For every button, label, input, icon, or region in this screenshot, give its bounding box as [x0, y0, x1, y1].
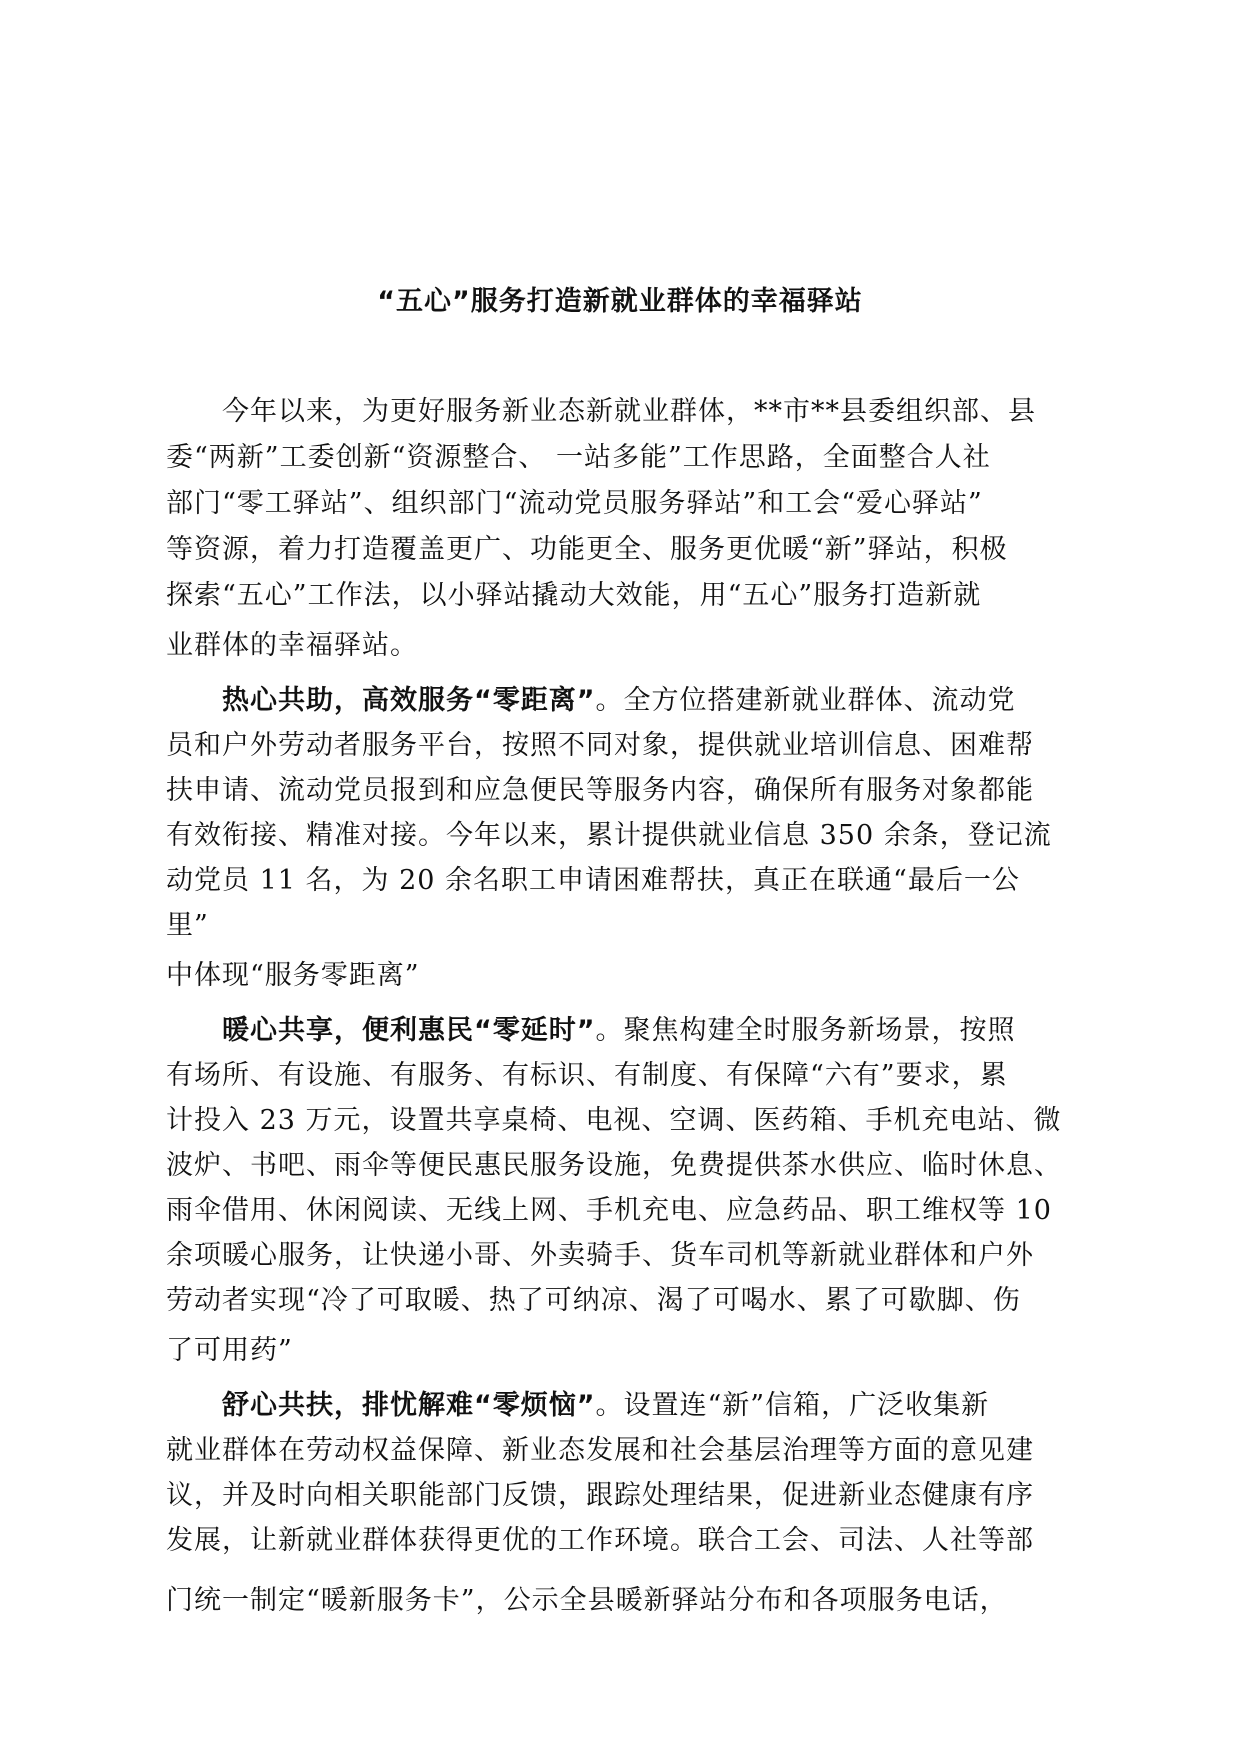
intro-line: 今年以来，为更好服务新业态新就业群体，**市**县委组织部、县	[222, 396, 1036, 427]
section2-line: 劳动者实现“冷了可取暖、热了可纳凉、渴了可喝水、累了可歇脚、伤	[166, 1285, 1021, 1316]
section2-heading: 暖心共享，便利惠民“零延时”	[222, 1015, 596, 1046]
section3-line: 议，并及时向相关职能部门反馈，跟踪处理结果，促进新业态健康有序	[166, 1480, 1034, 1511]
section1-line: 里”	[166, 910, 209, 941]
section2-line: 余项暖心服务，让快递小哥、外卖骑手、货车司机等新就业群体和户外	[166, 1240, 1034, 1271]
section3-line: 发展，让新就业群体获得更优的工作环境。联合工会、司法、人社等部	[166, 1525, 1034, 1556]
section1-first-line	[222, 683, 1086, 719]
document-title: “五心”服务打造新就业群体的幸福驿站	[377, 286, 863, 317]
section2-line: 雨伞借用、休闲阅读、无线上网、手机充电、应急药品、职工维权等 10	[166, 1195, 1052, 1226]
section1-line: 有效衔接、精准对接。今年以来，累计提供就业信息 350 余条，登记流	[166, 820, 1052, 851]
section1-line: 动党员 11 名，为 20 余名职工申请困难帮扶，真正在联通“最后一公	[166, 865, 1020, 896]
section2-line: 波炉、书吧、雨伞等便民惠民服务设施，免费提供茶水供应、临时休息、	[166, 1150, 1062, 1181]
intro-line: 等资源，着力打造覆盖更广、功能更全、服务更优暖“新”驿站，积极	[166, 534, 1008, 565]
section1-line: 中体现“服务零距离”	[166, 960, 420, 991]
section2-first-text: 。聚焦构建全时服务新场景，按照	[595, 1015, 1016, 1046]
section1-line: 员和户外劳动者服务平台，按照不同对象，提供就业培训信息、困难帮	[166, 730, 1034, 761]
section3-line: 门统一制定“暖新服务卡”，公示全县暖新驿站分布和各项服务电话，	[166, 1585, 1008, 1616]
section1-line: 扶申请、流动党员报到和应急便民等服务内容，确保所有服务对象都能	[166, 775, 1034, 806]
intro-line: 部门“零工驿站”、组织部门“流动党员服务驿站”和工会“爱心驿站”	[166, 488, 983, 519]
section2-line: 有场所、有设施、有服务、有标识、有制度、有保障“六有”要求，累	[166, 1060, 1008, 1091]
section1-first-text: 。全方位搭建新就业群体、流动党	[595, 685, 1016, 716]
section1-heading: 热心共助，高效服务“零距离”	[222, 685, 596, 716]
section3-heading: 舒心共扶，排忧解难“零烦恼”	[222, 1390, 596, 1421]
section2-line: 计投入 23 万元，设置共享桌椅、电视、空调、医药箱、手机充电站、微	[166, 1105, 1062, 1136]
section3-first-text: 。设置连“新”信箱，广泛收集新	[595, 1390, 990, 1421]
section2-line: 了可用药”	[166, 1335, 293, 1366]
intro-line: 委“两新”工委创新“资源整合、 一站多能”工作思路，全面整合人社	[166, 442, 991, 473]
section3-first-line	[222, 1388, 1086, 1424]
section3-line: 就业群体在劳动权益保障、新业态发展和社会基层治理等方面的意见建	[166, 1435, 1034, 1466]
intro-line: 探索“五心”工作法，以小驿站撬动大效能，用“五心”服务打造新就	[166, 580, 982, 611]
intro-line: 业群体的幸福驿站。	[166, 630, 418, 661]
section2-first-line	[222, 1013, 1086, 1049]
